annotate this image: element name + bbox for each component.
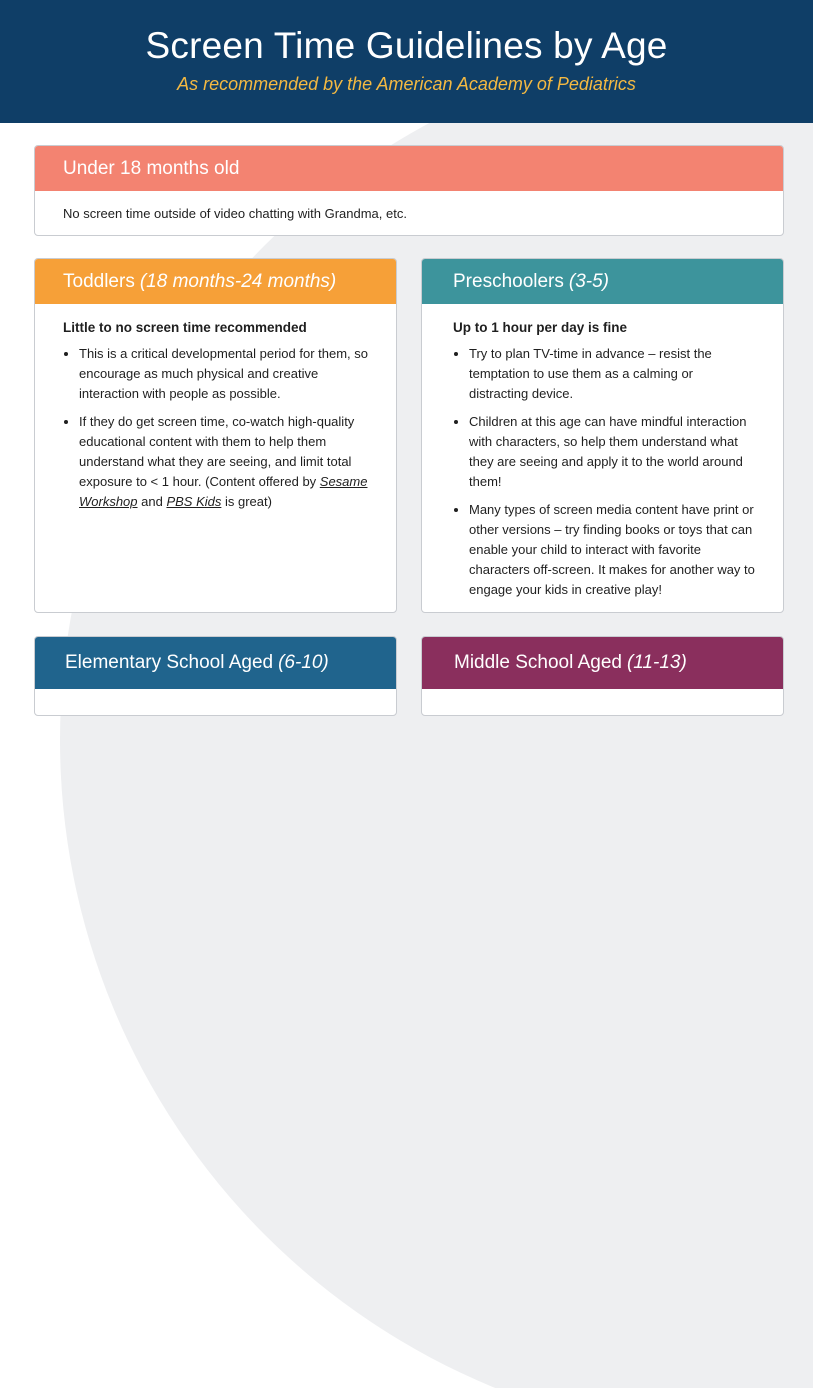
card-age-range: (3-5) — [568, 270, 610, 292]
card-body — [35, 191, 783, 236]
card-header — [35, 637, 396, 689]
card-preschoolers — [421, 258, 784, 613]
card-lead: Little to no screen time recommended — [63, 320, 307, 335]
card-header — [35, 146, 783, 191]
card-text: No screen time outside of video chatting with Grandma, etc. — [63, 206, 407, 221]
list-item: • Many types of screen media content have print or other versions – try finding books or toys that can enable your child to interact with favorite characters off-screen. It makes for another way to engage your kids in creative play! — [469, 500, 755, 600]
bullet-text: is great) — [221, 494, 272, 509]
pbs-kids-link[interactable]: PBS Kids — [166, 494, 222, 509]
card-elementary-school — [34, 636, 397, 716]
page-subtitle: As recommended by the American Academy of Pediatrics — [177, 74, 636, 94]
card-age-range: (11-13) — [626, 652, 687, 673]
card-header — [422, 637, 783, 689]
sesame-workshop-link[interactable]: Sesame Workshop — [79, 474, 368, 509]
card-under-18-months — [34, 145, 784, 236]
card-toddlers — [34, 258, 397, 613]
page-title: Screen Time Guidelines by Age — [145, 25, 668, 66]
card-body — [422, 304, 783, 613]
bullet-list — [453, 344, 755, 600]
bullet-text: and — [137, 494, 167, 509]
card-age-range: (18 months-24 months) — [139, 270, 337, 292]
page-header — [0, 0, 813, 123]
card-title: Middle School Aged — [454, 652, 622, 673]
card-header — [422, 259, 783, 304]
bullet-list — [63, 344, 368, 512]
card-title: Under 18 months old — [63, 157, 240, 179]
card-title: Toddlers — [63, 270, 135, 292]
list-item: • Children at this age can have mindful interaction with characters, so help them understand what they are seeing and apply it to the world around them! — [469, 412, 755, 492]
card-title: Preschoolers — [453, 270, 564, 292]
card-body — [35, 304, 396, 530]
card-age-range: (6-10) — [278, 652, 329, 673]
list-item: • This is a critical developmental period for them, so encourage as much physical and creative interaction with people as possible. — [79, 344, 368, 404]
card-header — [35, 259, 396, 304]
bullet-text: If they do get screen time, co-watch high-quality educational content with them to help them understand what they are seeing, and limit total exposure to < 1 hour. (Content offered by — [79, 414, 355, 489]
list-item: • Try to plan TV-time in advance – resist the temptation to use them as a calming or distracting device. — [469, 344, 755, 404]
list-item — [79, 412, 368, 512]
card-lead: Up to 1 hour per day is fine — [453, 320, 628, 335]
card-middle-school — [421, 636, 784, 716]
card-title: Elementary School Aged — [65, 652, 274, 673]
